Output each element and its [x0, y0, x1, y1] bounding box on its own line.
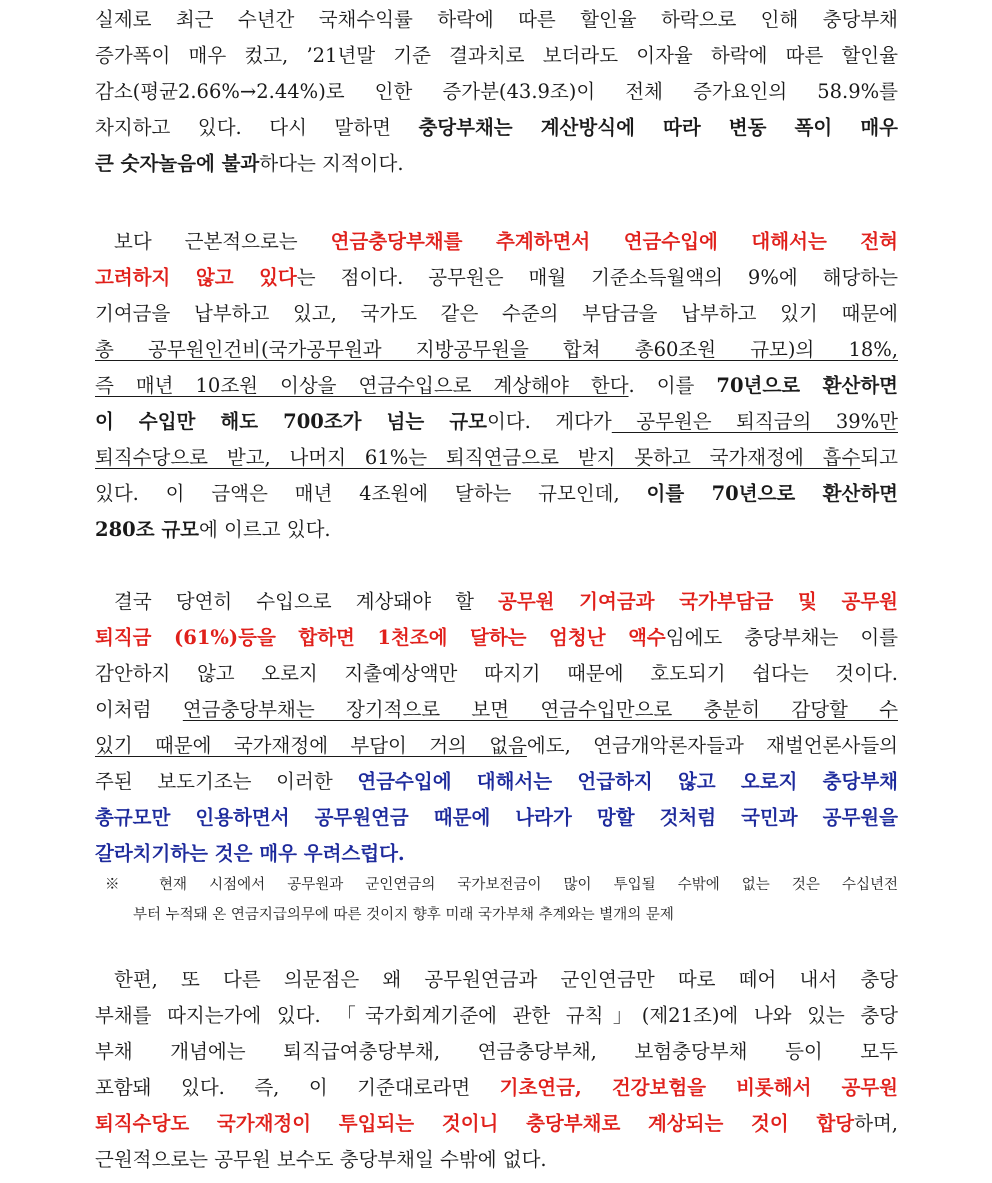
text-line [95, 728, 898, 764]
text-line [95, 146, 898, 182]
text-line [95, 260, 898, 296]
paragraph-3 [95, 584, 898, 872]
paragraph-2 [95, 224, 898, 548]
underlined-text: 연금충당부채는 장기적으로 보면 연금수입만으로 충분히 감당할 수 [182, 698, 898, 721]
text-line: 증가폭이 매우 컸고, ’21년말 기준 결과치로 보더라도 이자율 하락에 따른 할인율 [95, 44, 898, 67]
text-line [95, 110, 898, 146]
red-emphasis: 기초연금, 건강보험을 비롯해서 공무원 [499, 1076, 898, 1099]
text-line [95, 1106, 898, 1142]
text-line: 기여금을 납부하고 있고, 국가도 같은 수준의 부담금을 납부하고 있기 때문에 [95, 302, 898, 325]
red-emphasis: 공무원 기여금과 국가부담금 및 공무원 [498, 590, 898, 613]
text-run: 에 이르고 있다. [199, 518, 331, 541]
text-run: . 이를 [628, 374, 717, 397]
text-run: 있다. 이 금액은 매년 4조원에 달하는 규모인데, [95, 482, 647, 505]
text-run: 포함돼 있다. 즉, 이 기준대로라면 [95, 1076, 500, 1099]
text-line [95, 1070, 898, 1106]
text-line: 부채 개념에는 퇴직급여충당부채, 연금충당부채, 보험충당부채 등이 모두 [95, 1040, 898, 1063]
text-line: 감소(평균2.66%→2.44%)로 인한 증가분(43.9조)이 전체 증가요인의 58.9%를 [95, 80, 898, 103]
text-run: 되고 [860, 446, 898, 469]
text-run: 결국 당연히 수입으로 계상돼야 할 [114, 590, 498, 613]
text-line [95, 476, 898, 512]
text-run: 이다. 게다가 [486, 410, 612, 433]
footnote-line: 부터 누적돼 온 연금지급의무에 따른 것이지 향후 미래 국가부채 추계와는 별개의 문제 [133, 907, 674, 923]
text-line [95, 584, 898, 620]
text-run: 보다 근본적으로는 [114, 230, 331, 253]
text-run: 하며, [854, 1112, 898, 1135]
blue-emphasis-line: 총규모만 인용하면서 공무원연금 때문에 나라가 망할 것처럼 국민과 공무원을 [95, 806, 898, 829]
text-run: 이처럼 [95, 698, 183, 721]
bold-emphasis: 280조 규모 [95, 518, 200, 541]
text-line [95, 512, 898, 548]
text-run: 하다는 지적이다. [259, 152, 404, 175]
red-emphasis: 연금충당부채를 추계하면서 연금수입에 대해서는 전혀 [330, 230, 898, 253]
red-emphasis: 퇴직금 (61%)등을 합하면 1천조에 달하는 엄청난 액수 [95, 626, 666, 649]
bold-emphasis: 충당부채는 계산방식에 따라 변동 폭이 매우 [418, 116, 898, 139]
footnote-line: ※ 현재 시점에서 공무원과 군인연금의 국가보전금이 많이 투입될 수밖에 없는 것은 수십년전 [105, 877, 898, 893]
bold-emphasis: 70년으로 환산하면 [716, 374, 898, 397]
text-run: 주된 보도기조는 이러한 [95, 770, 358, 793]
underlined-line: 총 공무원인건비(국가공무원과 지방공무원을 합쳐 총60조원 규모)의 18%, [95, 338, 898, 361]
text-line [95, 224, 898, 260]
underlined-text: 즉 매년 10조원 이상을 연금수입으로 계상해야 한다 [95, 374, 629, 397]
underlined-text: 공무원은 퇴직금의 39%만 [611, 410, 898, 433]
text-line: 근원적으로는 공무원 보수도 충당부채일 수밖에 없다. [95, 1148, 547, 1171]
blue-emphasis-line: 갈라치기하는 것은 매우 우려스럽다. [95, 842, 405, 865]
text-line: 실제로 최근 수년간 국채수익률 하락에 따른 할인율 하락으로 인해 충당부채 [95, 8, 898, 31]
text-line [95, 764, 898, 800]
text-line [95, 620, 898, 656]
underlined-text: 퇴직수당으로 받고, 나머지 61%는 퇴직연금으로 받지 못하고 국가재정에 흡수 [95, 446, 861, 469]
bold-emphasis: 큰 숫자놀음에 불과 [95, 152, 260, 175]
bold-emphasis: 이를 70년으로 환산하면 [646, 482, 898, 505]
text-run: 는 점이다. 공무원은 매월 기준소득월액의 9%에 해당하는 [296, 266, 898, 289]
text-line: 부채를 따지는가에 있다. 「국가회계기준에 관한 규칙」(제21조)에 나와 있는 충당 [95, 1004, 898, 1027]
text-line [95, 368, 898, 404]
red-emphasis: 퇴직수당도 국가재정이 투입되는 것이니 충당부채로 계상되는 것이 합당 [95, 1112, 855, 1135]
text-run: 차지하고 있다. 다시 말하면 [95, 116, 419, 139]
text-line: 한편, 또 다른 의문점은 왜 공무원연금과 군인연금만 따로 떼어 내서 충당 [114, 968, 898, 991]
underlined-text: 있기 때문에 국가재정에 부담이 거의 없음 [95, 734, 527, 757]
blue-emphasis: 연금수입에 대해서는 언급하지 않고 오로지 충당부채 [357, 770, 898, 793]
text-line [95, 692, 898, 728]
paragraph-4 [95, 962, 898, 1178]
text-line [95, 404, 898, 440]
text-run: 임에도 충당부채는 이를 [665, 626, 898, 649]
text-run: 에도, 연금개악론자들과 재벌언론사들의 [526, 734, 898, 757]
bold-emphasis: 이 수입만 해도 700조가 넘는 규모 [95, 410, 487, 433]
paragraph-1 [95, 2, 898, 182]
red-emphasis: 고려하지 않고 있다 [95, 266, 297, 289]
text-line [95, 440, 898, 476]
text-line: 감안하지 않고 오로지 지출예상액만 따지기 때문에 호도되기 쉽다는 것이다. [95, 662, 898, 685]
footnote [105, 870, 898, 930]
